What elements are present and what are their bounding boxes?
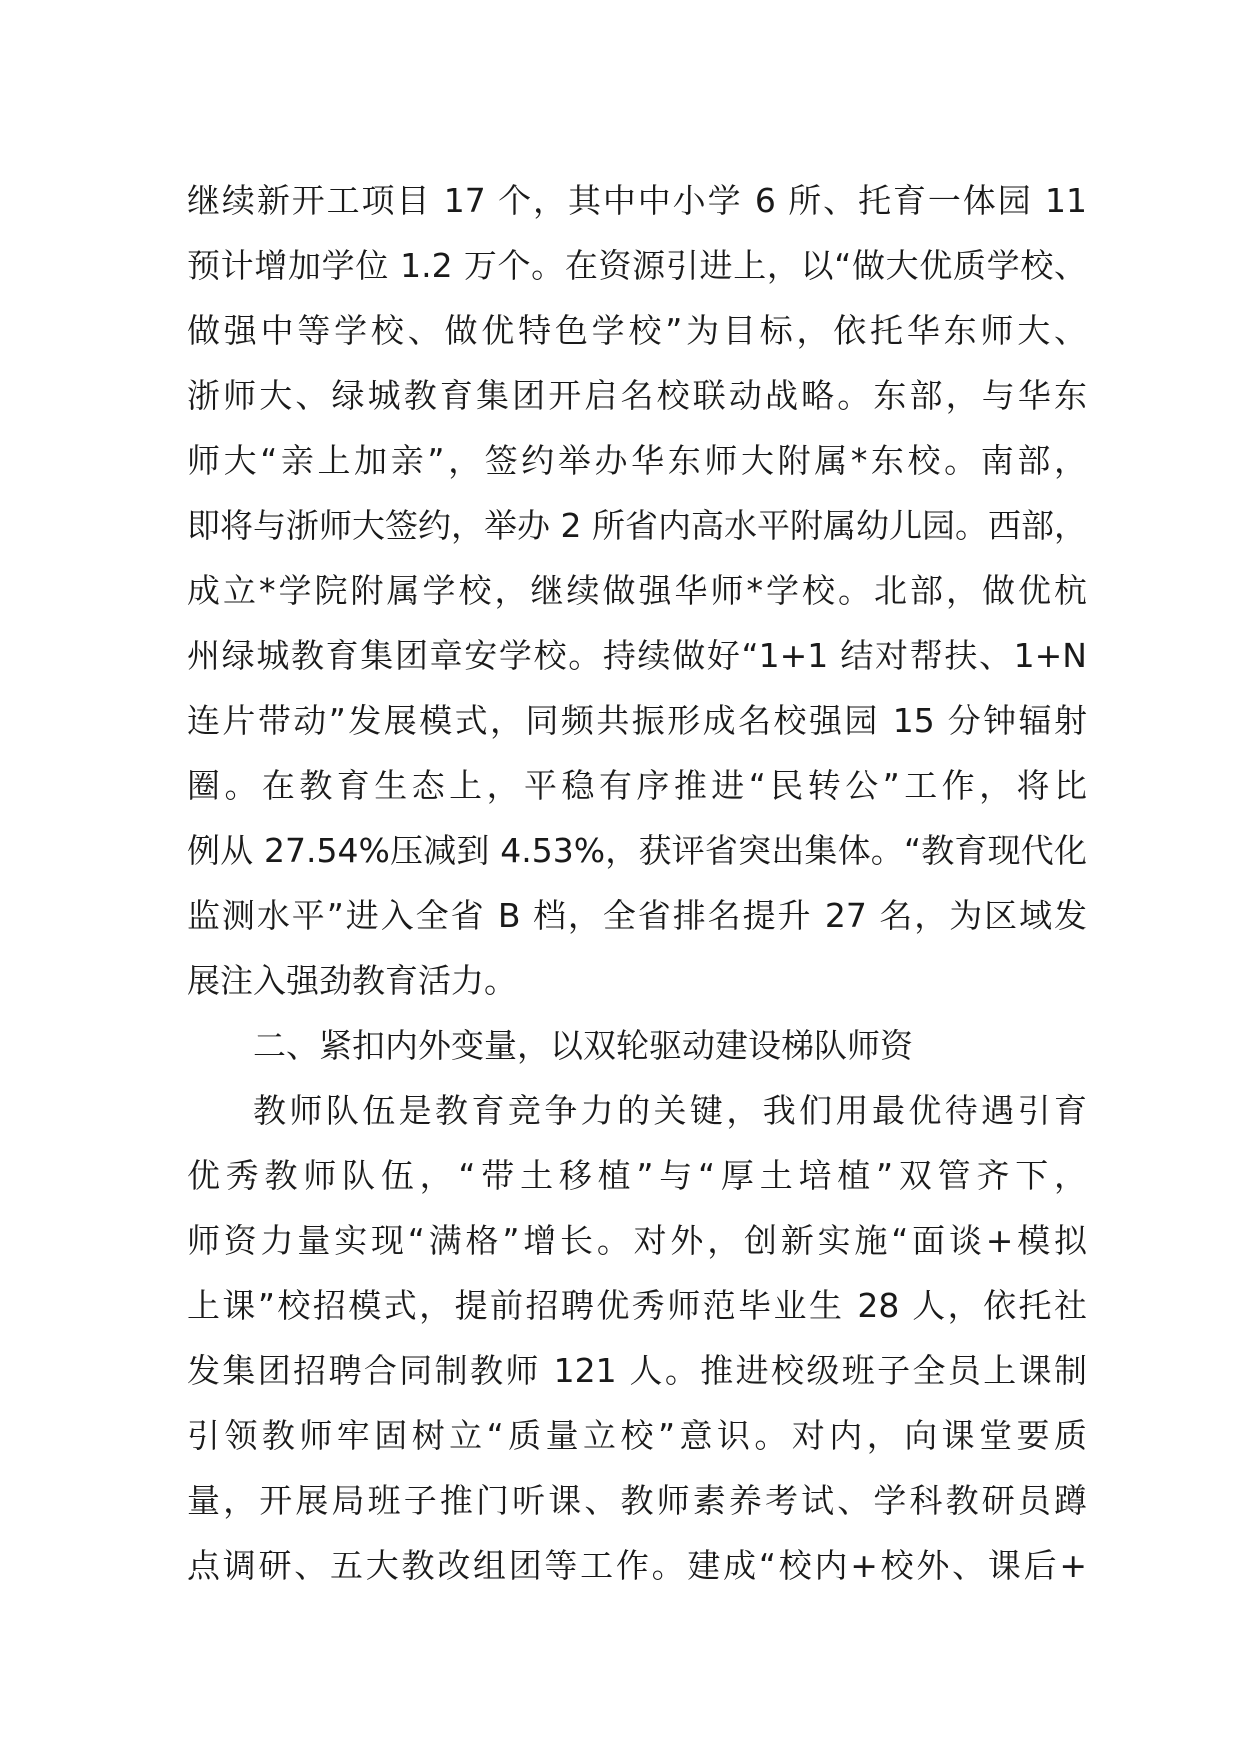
text-line: 预计增加学位 1.2 万个。在资源引进上，以“做大优质学校、 [187, 246, 1087, 285]
text-line: 点调研、五大教改组团等工作。建成“校内+校外、课后+ [187, 1546, 1087, 1585]
text-line: 师大“亲上加亲”，签约举办华东师大附属*东校。南部， [187, 441, 1087, 480]
text-line: 即将与浙师大签约，举办 2 所省内高水平附属幼儿园。西部， [187, 506, 1087, 545]
text-line: 量，开展局班子推门听课、教师素养考试、学科教研员蹲 [187, 1481, 1087, 1520]
text-line: 州绿城教育集团章安学校。持续做好“1+1 结对帮扶、1+N [187, 636, 1087, 675]
text-line: 监测水平”进入全省 B 档，全省排名提升 27 名，为区域发 [187, 896, 1087, 935]
document-body [187, 168, 1087, 1598]
text-line: 师资力量实现“满格”增长。对外，创新实施“面谈+模拟 [187, 1221, 1087, 1260]
text-line: 二、紧扣内外变量，以双轮驱动建设梯队师资 [253, 1026, 913, 1065]
text-line: 成立*学院附属学校，继续做强华师*学校。北部，做优杭 [187, 571, 1087, 610]
text-line: 发集团招聘合同制教师 121 人。推进校级班子全员上课制 [187, 1351, 1087, 1390]
text-line: 继续新开工项目 17 个，其中中小学 6 所、托育一体园 11 [187, 181, 1087, 220]
text-line: 连片带动”发展模式，同频共振形成名校强园 15 分钟辐射 [187, 701, 1087, 740]
text-line: 教师队伍是教育竞争力的关键，我们用最优待遇引育 [253, 1091, 1087, 1130]
text-line: 圈。在教育生态上，平稳有序推进“民转公”工作，将比 [187, 766, 1087, 805]
text-line: 展注入强劲教育活力。 [187, 961, 517, 1000]
text-line: 浙师大、绿城教育集团开启名校联动战略。东部，与华东 [187, 376, 1087, 415]
text-line: 例从 27.54%压减到 4.53%，获评省突出集体。“教育现代化 [187, 831, 1087, 870]
text-line: 引领教师牢固树立“质量立校”意识。对内，向课堂要质 [187, 1416, 1087, 1455]
text-line: 优秀教师队伍，“带土移植”与“厚土培植”双管齐下， [187, 1156, 1087, 1195]
text-line: 做强中等学校、做优特色学校”为目标，依托华东师大、 [187, 311, 1087, 350]
text-line: 上课”校招模式，提前招聘优秀师范毕业生 28 人，依托社 [187, 1286, 1087, 1325]
